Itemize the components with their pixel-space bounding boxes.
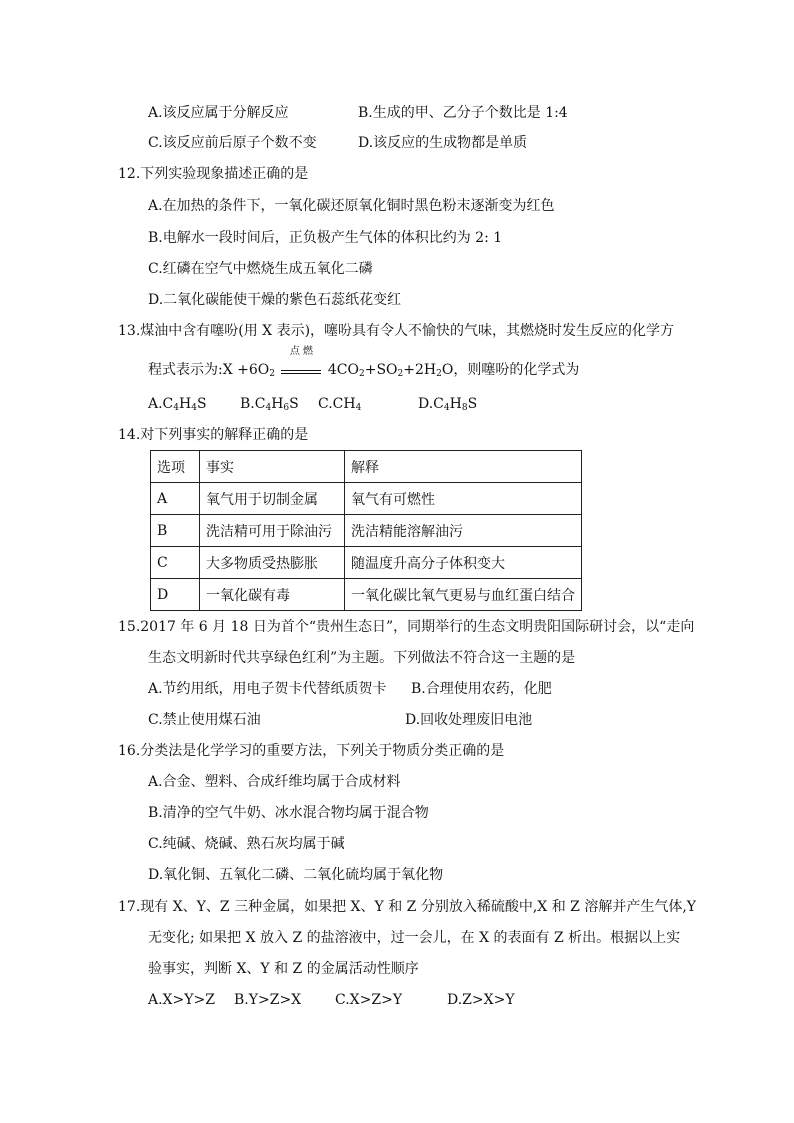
q16-stem: 16.分类法是化学学习的重要方法，下列关于物质分类正确的是	[118, 743, 505, 759]
q13-option-b: $B.C_4H_6S$	[240, 396, 299, 413]
q16-option-a: A.合金、塑料、合成纤维均属于合成材料	[148, 774, 401, 790]
q14-stem: 14.对下列事实的解释正确的是	[118, 427, 309, 443]
q17-option-d: D.Z>X>Y	[447, 992, 515, 1008]
q15-option-b: B.合理使用农药，化肥	[411, 681, 552, 697]
table-cell: A	[151, 483, 200, 515]
q12-stem: 12.下列实验现象描述正确的是	[118, 166, 309, 182]
table-cell: 洗洁精可用于除油污	[200, 515, 345, 547]
q13-equation: 程式表示为:X $+6O_2$ 点 燃 $4CO_2+SO_2+2H_2O$，则噻吩的化学式为	[148, 346, 580, 379]
table-cell: 氧气有可燃性	[345, 483, 582, 515]
q11-option-c: C.该反应前后原子个数不变	[148, 135, 317, 151]
table-cell: 随温度升高分子体积变大	[345, 547, 582, 579]
q13-option-a: $A.C_4H_4S$	[148, 396, 207, 413]
q15-option-d: D.回收处理废旧电池	[405, 712, 533, 728]
table-cell: C	[151, 547, 200, 579]
q17-option-a: A.X>Y>Z	[148, 992, 215, 1008]
q15-stem-line1: 15.2017 年 6 月 18 日为首个“贵州生态日”，同期举行的生态文明贵阳国际研讨会，以“走向	[118, 619, 695, 635]
table-cell: 大多物质受热膨胀	[200, 547, 345, 579]
q12-option-a: A.在加热的条件下，一氧化碳还原氧化铜时黑色粉末逐渐变为红色	[148, 198, 555, 214]
table-cell: D	[151, 579, 200, 611]
table-row	[151, 515, 582, 547]
q16-option-d: D.氧化铜、五氧化二磷、二氧化硫均属于氧化物	[148, 867, 444, 883]
q15-option-c: C.禁止使用煤石油	[148, 712, 261, 728]
q15-stem-line2: 生态文明新时代共享绿色红利”为主题。下列做法不符合这一主题的是	[148, 650, 576, 666]
q13-option-c: $C.CH_4$	[318, 396, 362, 413]
q17-option-b: B.Y>Z>X	[234, 992, 302, 1008]
equals-sign	[281, 370, 321, 374]
table-header: 解释	[345, 451, 582, 483]
condition-label: 点 燃	[289, 346, 314, 357]
table-header: 事实	[200, 451, 345, 483]
q17-option-c: C.X>Z>Y	[335, 992, 403, 1008]
q14-table	[150, 450, 582, 611]
table-row	[151, 579, 582, 611]
q13-eq-prefix: 程式表示为:X +6O	[148, 362, 270, 378]
q12-option-b: B.电解水一段时间后，正负极产生气体的体积比约为 2: 1	[148, 230, 503, 246]
q13-stem: 13.煤油中含有噻吩(用 X 表示)，噻吩具有令人不愉快的气味，其燃烧时发生反应的化学方	[118, 323, 675, 339]
table-header: 选项	[151, 451, 200, 483]
q13-option-d: $D.C_4H_8S$	[418, 396, 478, 413]
table-cell: 氧气用于切制金属	[200, 483, 345, 515]
q12-option-d: D.二氧化碳能使干燥的紫色石蕊纸花变红	[148, 292, 402, 308]
table-header-row	[151, 451, 582, 483]
q17-stem-line3: 验事实，判断 X、Y 和 Z 的金属活动性顺序	[148, 961, 419, 977]
table-cell: B	[151, 515, 200, 547]
q12-option-c: C.红磷在空气中燃烧生成五氧化二磷	[148, 261, 373, 277]
q11-option-d: D.该反应的生成物都是单质	[358, 135, 528, 151]
q15-option-a: A.节约用纸，用电子贺卡代替纸质贺卡	[148, 681, 387, 697]
table-cell: 一氧化碳有毒	[200, 579, 345, 611]
table-cell: 一氧化碳比氧气更易与血红蛋白结合	[345, 579, 582, 611]
q17-stem-line1: 17.现有 X、Y、Z 三种金属，如果把 X、Y 和 Z 分别放入稀硫酸中,X 和 Z 溶解并产生气体,Y	[118, 899, 697, 915]
table-row	[151, 547, 582, 579]
q11-option-a: A.该反应属于分解反应	[148, 105, 289, 121]
q16-option-b: B.清净的空气牛奶、冰水混合物均属于混合物	[148, 805, 429, 821]
table-row	[151, 483, 582, 515]
q16-option-c: C.纯碱、烧碱、熟石灰均属于碱	[148, 836, 345, 852]
q11-option-b: B.生成的甲、乙分子个数比是 1:4	[358, 105, 568, 121]
q17-stem-line2: 无变化; 如果把 X 放入 Z 的盐溶液中，过一会儿，在 X 的表面有 Z 析出。根据以上实	[148, 930, 681, 946]
table-cell: 洗洁精能溶解油污	[345, 515, 582, 547]
reaction-condition	[281, 346, 321, 374]
